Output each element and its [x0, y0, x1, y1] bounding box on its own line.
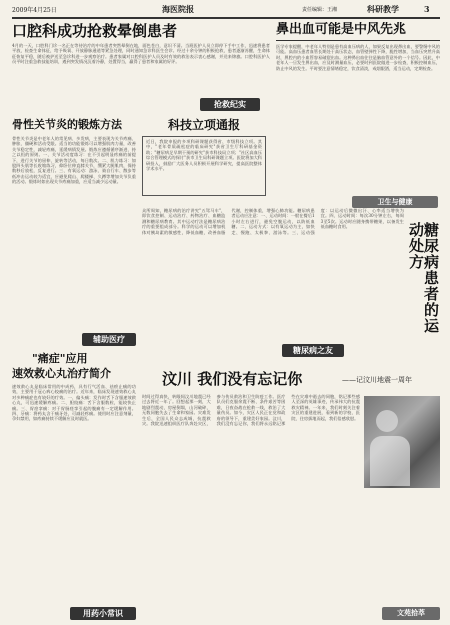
page-header — [12, 4, 440, 16]
nosebleed-title-rule — [276, 40, 440, 41]
article-research-title: 科技立项通报 — [167, 118, 240, 132]
article-research — [142, 118, 266, 198]
article-nosebleed-body: 医学专家提醒，中老年人特别是患有高血压病的人，如果反复出现鼻出血，要警惕中风的可能。高血压患者血管长期处于高压状态，血管壁弹性下降，脆性增加，当血压突然升高时，鼻腔内的小血管容易破裂出血。这种鼻出血往往是脑血管意外的一个信号。因此，中老年人一旦发生鼻出血，应及时测量血压，必要时到医院做进一步检查，积极控制血压，防止中风的发生。平时要注意情绪稳定，饮食清淡，戒烟限酒，适当运动，定期检查。 — [276, 44, 440, 71]
tag-literary: 文苑拾萃 — [382, 607, 440, 620]
article-wenchuan-photo — [364, 396, 440, 488]
article-wenchuan-subtitle: ——记汶川地震一周年 — [342, 376, 412, 384]
article-pain-medicine — [12, 352, 136, 610]
article-rescue-body: 4月的一天，口腔科门诊一名正在等待治疗的中年患者突然晕倒在地，面色苍白，意识不清。当班医护人员立即停下手中工作，迅速将患者平放，检查生命体征，给予吸氧、开放静脉通道等紧急处理，同时通知急诊科医生会诊。经过十余分钟的积极抢救，患者逐渐苏醒，生命体征恢复平稳，随后被护送至急诊科进一步观察治疗。患者家属对口腔科医护人员及时有效的救治表示衷心感谢，并送来锦旗。口腔科医护人员平时注重急救技能培训，遇到突发情况沉着冷静，处置得当，赢得了患者和家属的好评。 — [12, 43, 270, 65]
article-diabetes-title: 糖尿病患者的运动处方 — [407, 222, 440, 334]
research-notice-box — [142, 136, 266, 196]
article-pain-title2: 速效救心丸治疗简介 — [12, 367, 111, 380]
tag-aux-medical: 辅助医疗 — [82, 333, 136, 346]
article-rescue — [12, 22, 270, 108]
tag-diabetes-friend: 糖尿病之友 — [282, 344, 344, 357]
photo-person-shape — [376, 410, 398, 432]
header-page-no: 3 — [424, 4, 430, 14]
article-diabetes-body: 众所周知，糖尿病的治疗讲究"五驾马车"，即饮食控制、运动治疗、药物治疗、血糖监测和糖尿病教育。其中运动疗法是糖尿病治疗的重要组成部分。科学的运动可以增加机体对胰岛素的敏感性，降低血糖，改善血脂代谢，控制体重，增强心肺功能。糖尿病患者运动应注意：一、运动时间：一般在餐后1小时左右进行，避免空腹运动，以防低血糖。二、运动方式：以有氧运动为主，如快走、慢跑、太极拳、游泳等。三、运动强度：以运动后微微出汗、心率适当增快为宜。四、运动时间：每次30分钟左右，每周3至5次。运动时应随身携带糖果，以备发生低血糖时食用。 — [142, 208, 404, 235]
article-research-body: 近日，我院申报的多项科研课题获得省、市级科技立项。其中，"老年骨质疏松症的临床研究"获省卫生厅科研基金资助；"糖尿病足早期干预的研究"获市科技局立项；"社区高血压综合管理模式的探讨"获市卫生局科研课题立项。医院将加大科研投入，鼓励广大医务人员积极开展科学研究，提高医院整体学术水平。 — [146, 139, 262, 172]
article-pain-title: "痛症"应用 — [32, 352, 88, 365]
photo-body-shape — [370, 436, 410, 486]
article-wenchuan — [142, 370, 440, 610]
article-wenchuan-body: 时间过得真快，转眼间汶川地震已经过去将近一年了。回想起那一刻，大地剧烈震动，房屋倒塌，山河破碎，无数同胞失去了生命和家园。灾难发生后，全国人民众志成城，抗震救灾。我院迅速组织医疗队奔赴灾区，参与伤员救治和卫生防疫工作。医疗队员们克服余震不断、条件艰苦等困难，日夜奋战在抢救一线，救治了大量伤员。如今，灾区人民正在党和政府的领导下，重建美好家园。汶川，我们没有忘记你，我们将永远铭记那些在灾难中逝去的同胞，铭记那些感人至深的英雄事迹，传承伟大的抗震救灾精神。一年来，我们时刻关注着灾区的重建进展，看到新的学校、医院、住房拔地而起，我们倍感欣慰。 — [142, 394, 360, 427]
article-nosebleed — [276, 22, 440, 202]
header-paper-name: 海医院报 — [162, 4, 194, 14]
tag-rescue: 抢救纪实 — [200, 98, 260, 111]
article-diabetes-exercise — [142, 208, 404, 350]
header-editor: 责任编辑：王湘 — [302, 7, 338, 13]
header-date: 2009年4月25日 — [12, 7, 57, 14]
article-rescue-title: 口腔科成功抢救晕倒患者 — [12, 22, 178, 40]
tag-drug-tips: 用药小常识 — [70, 607, 136, 620]
article-wenchuan-title: 汶川 我们没有忘记你 — [162, 370, 303, 388]
header-rule — [12, 17, 440, 19]
article-arthritis-body: 骨性关节炎是中老年人的常见病、多发病，主要表现为关节疼痛、肿胀、僵硬和活动受限。适当的功能锻炼可以增强肌肉力量，改善关节稳定性，减轻疼痛，延缓病情发展。锻炼应遵循循序渐进、持之以恒的原则。一、关节活动度练习：在不引起明显疼痛的前提下，进行关节的屈伸、旋转等活动，每日数次。二、肌力练习：如股四头肌等长收缩练习，仰卧位伸直膝关节，绷紧大腿肌肉，保持数秒后放松，反复进行。三、有氧运动：游泳、骑自行车、散步等低冲击运动较为适宜，应避免爬山、爬楼梯、久蹲等增加关节负重的活动。锻炼时如出现关节疼痛加重，应适当减少运动量。 — [12, 136, 136, 185]
article-arthritis-title: 骨性关节炎的锻炼方法 — [12, 118, 122, 131]
article-nosebleed-title: 鼻出血可能是中风先兆 — [276, 22, 407, 37]
article-arthritis — [12, 118, 136, 336]
tag-health: 卫生与健康 — [352, 196, 438, 208]
header-section: 科研教学 — [367, 5, 399, 14]
article-pain-body: 速效救心丸是临床常用的中成药，具有行气活血、祛瘀止痛的功效，主要用于冠心病心绞痛的治疗。近年来，临床发现速效救心丸对多种痛症也有较好的疗效。一、偏头痛：发作时舌下含服速效救心丸，可迅速缓解疼痛。二、胆绞痛：舌下含服数粒，能较快止痛。三、胃痉挛痛：对于胃肠痉挛引起的腹痛有一定缓解作用。四、牙痛：将药丸含于痛牙处，可减轻疼痛。使用时应注意剂量，孕妇禁用，如疼痛持续不缓解应及时就医。 — [12, 384, 136, 422]
